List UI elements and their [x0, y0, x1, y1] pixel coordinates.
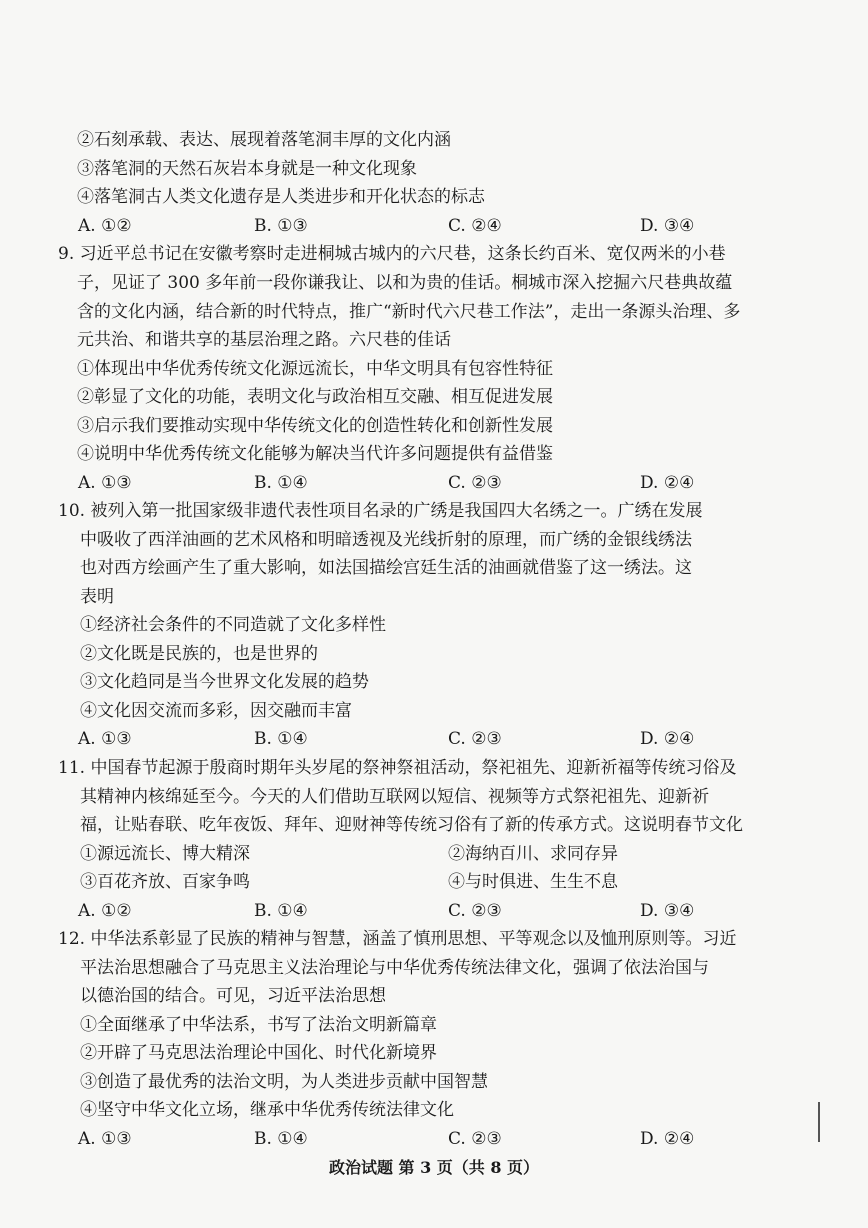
q10-option-c[interactable]: C. ②③	[448, 729, 502, 749]
q9-stem-line-1: 9. 习近平总书记在安徽考察时走进桐城古城内的六尺巷，这条长约百米、宽仅两米的小巷	[58, 244, 726, 264]
q10-option-a[interactable]: A. ①③	[78, 729, 132, 749]
q11-option-b[interactable]: B. ①④	[254, 901, 308, 921]
q11-statement-3: ③百花齐放、百家争鸣	[80, 872, 250, 892]
q8-statement-4: ④落笔洞古人类文化遗存是人类进步和开化状态的标志	[77, 187, 485, 207]
q11-statement-2: ②海纳百川、求同存异	[448, 844, 618, 864]
q10-stem-line-3: 也对西方绘画产生了重大影响，如法国描绘宫廷生活的油画就借鉴了这一绣法。这	[80, 558, 692, 578]
q8-option-d[interactable]: D. ③④	[640, 216, 695, 236]
q12-options	[78, 1128, 718, 1150]
q12-statement-3: ③创造了最优秀的法治文明，为人类进步贡献中国智慧	[80, 1072, 488, 1092]
q11-option-a[interactable]: A. ①②	[78, 901, 132, 921]
q10-stem-line-4: 表明	[80, 587, 114, 607]
q11-stem-line-2: 其精神内核绵延至今。今天的人们借助互联网以短信、视频等方式祭祀祖先、迎新祈	[80, 787, 709, 807]
q10-statement-2: ②文化既是民族的，也是世界的	[80, 644, 318, 664]
q8-option-b[interactable]: B. ①③	[254, 216, 308, 236]
q9-stem-line-3: 含的文化内涵，结合新的时代特点，推广“新时代六尺巷工作法”，走出一条源头治理、多	[77, 302, 741, 322]
q8-statement-2: ②石刻承载、表达、展现着落笔洞丰厚的文化内涵	[77, 130, 451, 150]
q10-option-d[interactable]: D. ②④	[640, 729, 695, 749]
q8-statement-3: ③落笔洞的天然石灰岩本身就是一种文化现象	[77, 159, 417, 179]
q10-stem-line-1: 10. 被列入第一批国家级非遗代表性项目名录的广绣是我国四大名绣之一。广绣在发展	[58, 501, 703, 521]
q9-stem-line-2: 子，见证了 300 多年前一段你谦我让、以和为贵的佳话。桐城市深入挖掘六尺巷典故蕴	[77, 273, 733, 293]
q9-stem-line-4: 元共治、和谐共享的基层治理之路。六尺巷的佳话	[77, 330, 451, 350]
q9-option-b[interactable]: B. ①④	[254, 473, 308, 493]
q10-statement-1: ①经济社会条件的不同造就了文化多样性	[80, 615, 386, 635]
q9-statement-3: ③启示我们要推动实现中华传统文化的创造性转化和创新性发展	[77, 416, 553, 436]
q9-options	[78, 472, 718, 494]
q12-stem-line-3: 以德治国的结合。可见，习近平法治思想	[80, 986, 386, 1006]
q9-statement-1: ①体现出中华优秀传统文化源远流长，中华文明具有包容性特征	[77, 359, 553, 379]
q11-statement-1: ①源远流长、博大精深	[80, 844, 250, 864]
q10-options	[78, 728, 718, 750]
q11-options	[78, 900, 718, 922]
q12-statement-2: ②开辟了马克思法治理论中国化、时代化新境界	[80, 1043, 437, 1063]
q12-option-a[interactable]: A. ①③	[78, 1129, 132, 1149]
q12-stem-line-1: 12. 中华法系彰显了民族的精神与智慧，涵盖了慎刑思想、平等观念以及恤刑原则等。习近	[58, 929, 737, 949]
scan-margin-line	[818, 1102, 820, 1142]
q10-statement-3: ③文化趋同是当今世界文化发展的趋势	[80, 672, 369, 692]
q12-option-c[interactable]: C. ②③	[448, 1129, 502, 1149]
q9-statement-4: ④说明中华优秀传统文化能够为解决当代许多问题提供有益借鉴	[77, 444, 553, 464]
q12-option-d[interactable]: D. ②④	[640, 1129, 695, 1149]
q12-statement-4: ④坚守中华文化立场，继承中华优秀传统法律文化	[80, 1100, 454, 1120]
q8-options	[78, 215, 718, 237]
q10-statement-4: ④文化因交流而多彩，因交融而丰富	[80, 701, 352, 721]
q9-option-d[interactable]: D. ②④	[640, 473, 695, 493]
q8-option-c[interactable]: C. ②④	[448, 216, 502, 236]
q11-option-c[interactable]: C. ②③	[448, 901, 502, 921]
q9-option-a[interactable]: A. ①③	[78, 473, 132, 493]
page-footer: 政治试题 第 3 页（共 8 页）	[328, 1158, 540, 1177]
q10-option-b[interactable]: B. ①④	[254, 729, 308, 749]
q12-option-b[interactable]: B. ①④	[254, 1129, 308, 1149]
q11-statement-4: ④与时俱进、生生不息	[448, 872, 618, 892]
q12-stem-line-2: 平法治思想融合了马克思主义法治理论与中华优秀传统法律文化，强调了依法治国与	[80, 958, 709, 978]
q12-statement-1: ①全面继承了中华法系，书写了法治文明新篇章	[80, 1015, 437, 1035]
q10-stem-line-2: 中吸收了西洋油画的艺术风格和明暗透视及光线折射的原理，而广绣的金银线绣法	[80, 530, 692, 550]
q11-stem-line-3: 福，让贴春联、吃年夜饭、拜年、迎财神等传统习俗有了新的传承方式。这说明春节文化	[80, 815, 743, 835]
q9-option-c[interactable]: C. ②③	[448, 473, 502, 493]
q8-option-a[interactable]: A. ①②	[78, 216, 132, 236]
q11-option-d[interactable]: D. ③④	[640, 901, 695, 921]
q11-stem-line-1: 11. 中国春节起源于殷商时期年头岁尾的祭神祭祖活动，祭祀祖先、迎新祈福等传统习俗及	[58, 758, 737, 778]
q9-statement-2: ②彰显了文化的功能，表明文化与政治相互交融、相互促进发展	[77, 387, 553, 407]
